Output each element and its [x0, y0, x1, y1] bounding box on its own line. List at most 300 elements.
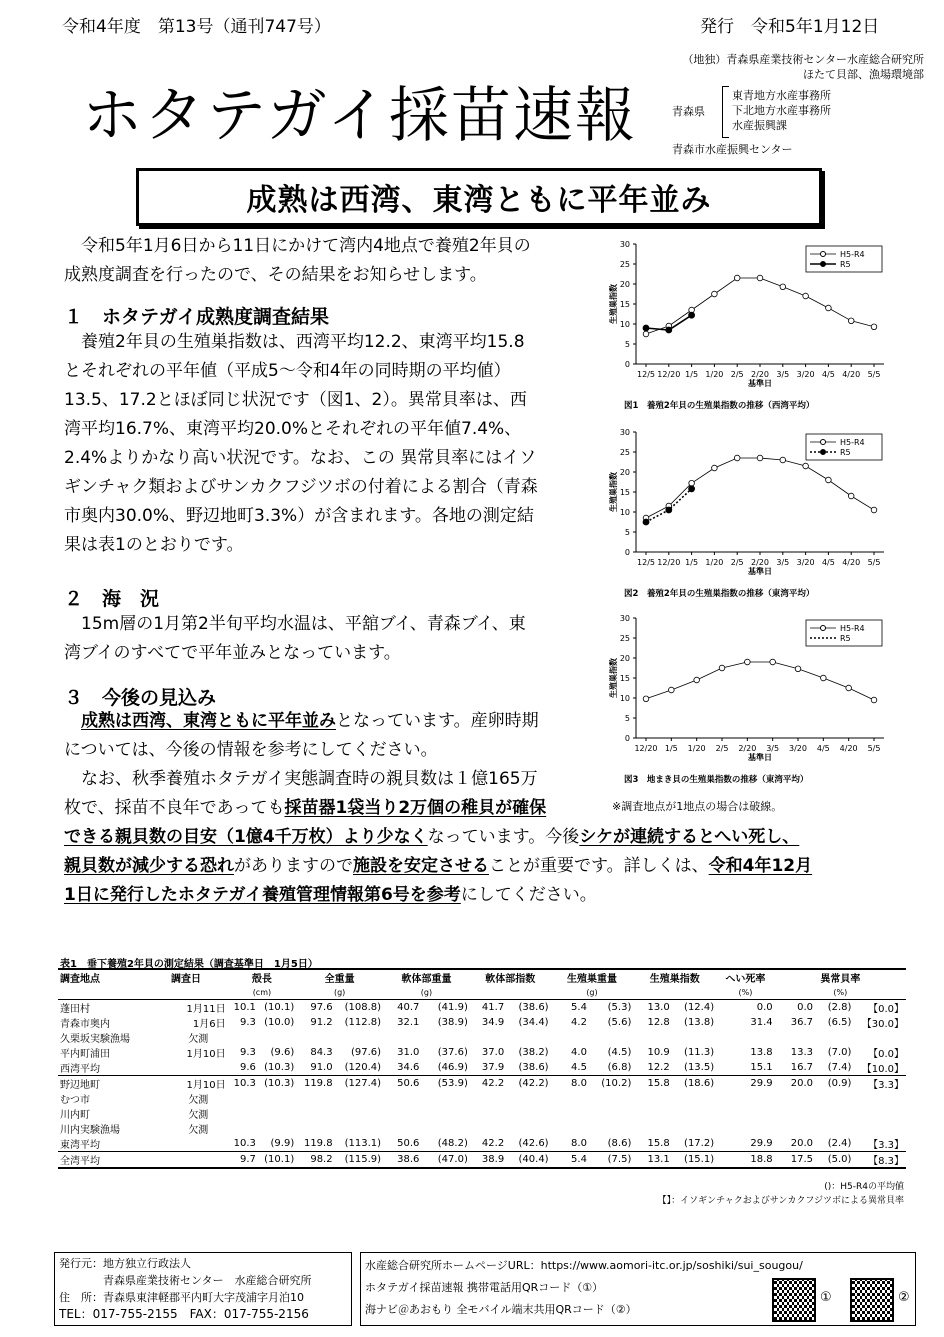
x-tick-label: 12/20 [634, 744, 658, 753]
table-cell: 12.2 [647, 1062, 670, 1073]
table-cell [589, 1106, 633, 1121]
table-header: 生殖巣重量 [566, 974, 617, 985]
table-cell: (115.9) [344, 1154, 382, 1165]
y-tick-label: 15 [619, 300, 630, 309]
data-point [689, 312, 695, 318]
table-cell [228, 1091, 258, 1106]
table-cell: (112.8) [344, 1017, 382, 1028]
table-cell [258, 1030, 296, 1045]
table-cell [633, 1121, 671, 1136]
table-cell: 10.1 [233, 1002, 256, 1013]
table-cell: (10.3) [264, 1078, 295, 1089]
data-point [770, 659, 776, 665]
x-tick-label: 4/5 [821, 370, 835, 379]
section2-line: 15m層の1月第2半旬平均水温は、平舘ブイ、青森ブイ、東 [81, 614, 526, 634]
table-cell [335, 1121, 383, 1136]
legend-marker [821, 450, 826, 455]
table-cell: (48.2) [437, 1138, 468, 1149]
table-cell: (18.6) [684, 1078, 715, 1089]
table-cell: 【0.0】 [868, 1049, 904, 1060]
table-cell: 川内町 [60, 1110, 90, 1121]
table-cell [169, 1152, 228, 1169]
table-cell [775, 1106, 815, 1121]
table-cell: 36.7 [790, 1017, 814, 1028]
table-cell: 34.6 [397, 1062, 420, 1073]
table-header: 全重量 [324, 974, 355, 985]
legend-label: H5-R4 [840, 250, 865, 259]
table-cell: (6.8) [607, 1062, 632, 1073]
table-cell: 1月10日 [186, 1080, 226, 1091]
table-cell: 15.8 [647, 1138, 670, 1149]
table-header: へい死率 [725, 974, 766, 985]
table-cell: 20.0 [790, 1078, 814, 1089]
table-header: 異常貝率 [820, 974, 861, 985]
table-unit: (g) [586, 987, 598, 997]
table-cell: (47.0) [437, 1154, 468, 1165]
table-cell: 15.8 [647, 1078, 670, 1089]
data-point [643, 325, 649, 331]
y-tick-label: 15 [619, 674, 630, 683]
table-row [58, 1106, 906, 1121]
chart-fig2 [606, 424, 902, 598]
headline-box [136, 168, 822, 226]
x-tick-label: 12/20 [657, 558, 681, 567]
table-cell [506, 1091, 550, 1106]
table-row [58, 1136, 906, 1152]
table-cell: (53.9) [437, 1078, 468, 1089]
section1-line: 果は表1のとおりです。 [64, 535, 244, 555]
section2-line: 湾ブイのすべてで平年並みとなっています。 [64, 643, 401, 663]
table-header-row [58, 970, 906, 985]
table-cell: 1月11日 [186, 1004, 226, 1015]
qr-label-2: ② [898, 1290, 910, 1305]
table-cell [228, 1030, 258, 1045]
qr-caption-1: ホタテガイ採苗速報 携帯電話用QRコード（①） [365, 1281, 604, 1294]
table-cell: 31.4 [750, 1017, 773, 1028]
chart-fig1 [606, 236, 902, 410]
table-cell [589, 1030, 633, 1045]
y-tick-label: 30 [619, 428, 630, 437]
data-point [734, 275, 740, 281]
table-cell [551, 1106, 589, 1121]
x-tick-label: 4/20 [842, 370, 861, 379]
data-point [826, 477, 832, 483]
table-cell: 1月6日 [192, 1019, 226, 1030]
table-cell: (9.9) [270, 1138, 295, 1149]
text: ことが重要です。詳しくは、 [489, 856, 709, 876]
table-unit: (cm) [252, 987, 272, 997]
table-cell [421, 1121, 469, 1136]
data-point [643, 331, 649, 337]
table-cell [551, 1121, 589, 1136]
headline: 成熟は西湾、東湾ともに平年並み [246, 183, 712, 218]
emphasis-text: 採苗器1袋当り2万個の稚貝が確保 [284, 798, 547, 818]
table-cell: 119.8 [303, 1078, 333, 1089]
x-tick-label: 3/5 [776, 370, 790, 379]
qr-caption-2: 海ナビ＠あおもり 全モバイル端末共用QRコード（②） [365, 1303, 637, 1316]
y-axis-label: 生殖巣指数 [609, 284, 618, 324]
section3-line [64, 794, 914, 823]
table-row [58, 1000, 906, 1016]
table-cell: 【30.0】 [861, 1019, 904, 1030]
table-cell: 10.9 [647, 1047, 670, 1058]
table-cell: 50.6 [397, 1078, 420, 1089]
table-cell: 10.3 [233, 1138, 256, 1149]
table-cell: (113.1) [344, 1138, 382, 1149]
data-point [712, 465, 718, 471]
table-cell: 97.6 [310, 1002, 333, 1013]
table-cell [672, 1121, 716, 1136]
table-row [58, 1045, 906, 1060]
table-cell: (13.8) [684, 1017, 715, 1028]
footer-line: 住 所：青森県東津軽郡平内町大字茂浦字月泊10 [59, 1291, 304, 1304]
issue-number: 令和4年度 第13号（通刊747号） [62, 17, 331, 37]
table-cell: (10.0) [264, 1017, 295, 1028]
data-point [821, 675, 827, 681]
data-point [757, 455, 763, 461]
data-point [826, 305, 832, 311]
y-tick-label: 15 [619, 488, 630, 497]
table-header: 軟体部指数 [485, 974, 536, 985]
table-cell: 9.7 [239, 1154, 256, 1165]
table-cell [335, 1030, 383, 1045]
data-point [871, 324, 877, 330]
table-cell: (4.5) [607, 1047, 632, 1058]
x-tick-label: 4/5 [821, 558, 835, 567]
table-cell [169, 1060, 228, 1076]
table-cell: 【8.3】 [868, 1156, 904, 1167]
office-1: 東青地方水産事務所 [732, 89, 831, 102]
table-cell [716, 1091, 775, 1106]
legend-label: R5 [840, 634, 851, 643]
table-cell [383, 1030, 421, 1045]
data-point [689, 480, 695, 486]
legend-marker [821, 440, 826, 445]
table-cell: (5.6) [607, 1017, 632, 1028]
data-point [666, 327, 672, 333]
table-cell: 野辺地町 [60, 1080, 100, 1091]
y-tick-label: 5 [624, 714, 630, 723]
legend-label: H5-R4 [840, 438, 865, 447]
table-cell [258, 1091, 296, 1106]
office-list [732, 88, 831, 133]
table-cell: 20.0 [790, 1138, 814, 1149]
table-cell [335, 1091, 383, 1106]
table-cell: 13.1 [647, 1154, 670, 1165]
table-unit-row [58, 985, 906, 1000]
emphasis-text: できる親貝数の目安（1億4千万枚）より少なく [64, 827, 428, 847]
table-cell: (41.9) [437, 1002, 468, 1013]
table-cell [506, 1121, 550, 1136]
data-point [669, 687, 675, 693]
table-cell: (2.8) [827, 1002, 852, 1013]
table-row [58, 1121, 906, 1136]
section3-line: なお、秋季養殖ホタテガイ実態調査時の親貝数は１億165万 [81, 769, 538, 789]
table-cell: (0.9) [827, 1078, 852, 1089]
legend-label: H5-R4 [840, 624, 865, 633]
table-cell [589, 1091, 633, 1106]
table-cell: 1月10日 [186, 1049, 226, 1060]
table-cell: 欠測 [188, 1110, 209, 1121]
table-cell [716, 1121, 775, 1136]
footer-publisher [54, 1252, 352, 1326]
table-cell [470, 1106, 506, 1121]
table-cell: 50.6 [397, 1138, 420, 1149]
legend-marker [821, 262, 826, 267]
table-cell: 37.9 [481, 1062, 505, 1073]
section1-line: 2.4%よりかなり高い状況です。なお、この 異常貝率にはイソ [64, 448, 537, 468]
table-cell: 0.0 [756, 1002, 773, 1013]
table-cell: (38.6) [518, 1062, 549, 1073]
table-cell: (37.6) [437, 1047, 468, 1058]
office-bracket [722, 86, 729, 138]
chart-title: 図1 養殖2年貝の生殖巣指数の推移（西湾平均） [624, 401, 815, 410]
table-note-2: 【】：イソギンチャクおよびサンカクフジツボによる異常貝率 [657, 1196, 904, 1206]
chart-title: 図2 養殖2年貝の生殖巣指数の推移（東湾平均） [624, 589, 815, 598]
table-cell: (127.4) [344, 1078, 382, 1089]
x-tick-label: 4/20 [842, 558, 861, 567]
data-point [643, 696, 649, 702]
section3-line [64, 852, 914, 881]
table-cell: 13.8 [750, 1047, 773, 1058]
table-cell: 17.5 [790, 1154, 814, 1165]
table-cell [853, 1106, 906, 1121]
table-cell: 42.2 [481, 1138, 505, 1149]
table-header: 軟体部重量 [401, 974, 452, 985]
table-row [58, 1091, 906, 1106]
x-axis-label: 基準日 [748, 753, 772, 762]
x-tick-label: 4/5 [816, 744, 830, 753]
x-tick-label: 2/20 [751, 558, 769, 567]
text: なっています。今後 [427, 827, 580, 847]
x-tick-label: 2/5 [730, 370, 744, 379]
table-cell [296, 1030, 334, 1045]
data-point [719, 665, 725, 671]
x-tick-label: 12/5 [637, 370, 655, 379]
y-axis-label: 生殖巣指数 [609, 658, 618, 698]
text: がありますので [234, 856, 353, 876]
pref-label: 青森県 [672, 105, 705, 118]
table-cell: (6.5) [827, 1017, 852, 1028]
emphasis-text: 施設を安定させる [353, 856, 489, 876]
y-tick-label: 5 [624, 340, 630, 349]
qr-code-1[interactable] [772, 1278, 816, 1322]
data-point [694, 677, 700, 683]
chart-fig3 [606, 610, 902, 784]
table-cell [853, 1030, 906, 1045]
data-point [757, 275, 763, 281]
emphasis-text: 1日に発行したホタテガイ養殖管理情報第6号を参考 [64, 885, 461, 905]
x-tick-label: 1/5 [685, 558, 699, 567]
emphasis-text: 令和4年12月 [708, 856, 813, 876]
y-tick-label: 0 [624, 734, 630, 743]
table-cell: (7.5) [607, 1154, 632, 1165]
section1-line: とそれぞれの平年値（平成5～令和4年の同時期の平均値） [64, 361, 511, 381]
table-cell [633, 1030, 671, 1045]
section1-heading: １ ホタテガイ成熟度調査結果 [64, 306, 330, 328]
table-cell [853, 1121, 906, 1136]
x-tick-label: 1/20 [687, 744, 706, 753]
section3-line [64, 823, 914, 852]
table-cell: 全湾平均 [60, 1156, 100, 1167]
table-cell [228, 1121, 258, 1136]
table-cell: (97.6) [350, 1047, 382, 1058]
table-cell [589, 1121, 633, 1136]
table-cell: 98.2 [310, 1154, 333, 1165]
intro-line-2: 成熟度調査を行ったので、その結果をお知らせします。 [64, 265, 487, 285]
data-point [795, 666, 801, 672]
table-unit: (%) [833, 987, 848, 997]
x-tick-label: 3/20 [789, 744, 807, 753]
table-cell [470, 1121, 506, 1136]
table-cell: 8.0 [571, 1078, 587, 1089]
data-point [846, 685, 852, 691]
table-cell: 12.8 [647, 1017, 670, 1028]
table-cell: (2.4) [827, 1138, 852, 1149]
table-cell: むつ市 [60, 1095, 90, 1106]
table-cell: 5.4 [571, 1002, 587, 1013]
table-cell [672, 1030, 716, 1045]
table-row [58, 1015, 906, 1030]
table-cell [815, 1121, 853, 1136]
table-cell: 4.0 [571, 1047, 587, 1058]
table-cell: 東湾平均 [60, 1140, 100, 1151]
table-cell [383, 1121, 421, 1136]
table-cell: 4.5 [571, 1062, 587, 1073]
table-cell: (42.6) [518, 1138, 549, 1149]
table-cell: 40.7 [397, 1002, 420, 1013]
x-axis-label: 基準日 [748, 567, 772, 576]
table-cell [169, 1136, 228, 1152]
x-tick-label: 1/5 [685, 370, 699, 379]
table-cell: (108.8) [344, 1002, 382, 1013]
data-point [780, 284, 786, 290]
x-tick-label: 5/5 [867, 744, 881, 753]
table-cell: (7.0) [827, 1047, 852, 1058]
table-header: 殻長 [251, 974, 272, 985]
y-tick-label: 10 [619, 694, 630, 703]
table-cell [421, 1106, 469, 1121]
table-cell [775, 1030, 815, 1045]
office-3: 水産振興課 [732, 119, 787, 132]
x-tick-label: 2/20 [751, 370, 769, 379]
data-point [689, 486, 695, 492]
text: 枚で、採苗不良年であっても [64, 798, 285, 818]
measurement-table [58, 970, 906, 1169]
table-unit: (%) [738, 987, 753, 997]
table-cell: (120.4) [344, 1062, 382, 1073]
table-note-1: ()：H5-R4の平均値 [824, 1182, 904, 1192]
section1-line: 13.5、17.2とほぼ同じ状況です（図1、2）。異常貝率は、西 [64, 390, 527, 410]
table-cell [258, 1121, 296, 1136]
y-tick-label: 10 [619, 508, 630, 517]
section3-heading: ３ 今後の見込み [64, 687, 217, 709]
x-tick-label: 2/5 [715, 744, 729, 753]
table-cell [672, 1091, 716, 1106]
table-cell: 欠測 [188, 1095, 209, 1106]
table-cell [672, 1106, 716, 1121]
table-cell: (40.4) [518, 1154, 549, 1165]
table-cell: (42.2) [518, 1078, 549, 1089]
table-cell: (38.2) [518, 1047, 549, 1058]
qr-code-2[interactable] [850, 1278, 894, 1322]
footer-line: 発行元：地方独立行政法人 [59, 1257, 191, 1270]
table-cell [815, 1106, 853, 1121]
table-cell: (46.9) [437, 1062, 468, 1073]
table-cell: 西湾平均 [60, 1064, 100, 1075]
y-tick-label: 30 [619, 240, 630, 249]
table-cell: 29.9 [750, 1078, 773, 1089]
table-cell: 9.3 [239, 1017, 256, 1028]
legend-label: R5 [840, 260, 851, 269]
table-cell: 蓬田村 [60, 1004, 90, 1015]
table-cell: 84.3 [310, 1047, 333, 1058]
table-cell [296, 1091, 334, 1106]
x-tick-label: 1/5 [664, 744, 678, 753]
table-cell [470, 1091, 506, 1106]
table-cell: (38.9) [437, 1017, 468, 1028]
table-cell [296, 1106, 334, 1121]
y-tick-label: 20 [619, 280, 630, 289]
table-cell: (17.2) [684, 1138, 715, 1149]
emphasis-text: 成熟は西湾、東湾ともに平年並み [81, 711, 336, 731]
table-cell: (5.0) [827, 1154, 852, 1165]
section1-line: 養殖2年貝の生殖巣指数は、西湾平均12.2、東湾平均15.8 [81, 332, 525, 352]
table-cell [815, 1030, 853, 1045]
homepage-url[interactable]: 水産総合研究所ホームページURL：https://www.aomori-itc.or.jp/soshiki/sui_sougou/ [365, 1259, 803, 1272]
emphasis-text: 親貝数が減少する恐れ [64, 856, 234, 876]
table-cell: (5.3) [607, 1002, 632, 1013]
y-tick-label: 20 [619, 654, 630, 663]
x-tick-label: 5/5 [867, 558, 881, 567]
x-tick-label: 3/20 [796, 558, 815, 567]
table-cell [506, 1030, 550, 1045]
table-cell: (13.5) [684, 1062, 715, 1073]
x-tick-label: 2/20 [738, 744, 757, 753]
legend-marker [821, 252, 826, 257]
y-tick-label: 20 [619, 468, 630, 477]
y-tick-label: 25 [619, 448, 630, 457]
x-tick-label: 3/5 [776, 558, 790, 567]
y-tick-label: 25 [619, 634, 630, 643]
table-cell: 119.8 [303, 1138, 333, 1149]
table-cell [716, 1030, 775, 1045]
table-cell: (9.6) [270, 1047, 295, 1058]
table-cell: 13.0 [647, 1002, 670, 1013]
x-tick-label: 2/5 [730, 558, 744, 567]
table-unit: (g) [420, 987, 433, 997]
x-axis-label: 基準日 [748, 379, 772, 388]
table-cell: (7.4) [827, 1062, 852, 1073]
table-cell: 42.2 [481, 1078, 505, 1089]
table-cell [383, 1091, 421, 1106]
table-cell [228, 1106, 258, 1121]
table-header: 調査日 [171, 974, 202, 985]
footer-line: TEL：017-755-2155 FAX：017-755-2156 [59, 1307, 309, 1321]
table-cell: (8.6) [607, 1138, 632, 1149]
table-cell: 91.0 [310, 1062, 333, 1073]
data-point [848, 318, 854, 324]
table-cell: 37.0 [481, 1047, 505, 1058]
table-wrap [58, 968, 906, 1169]
data-point [803, 463, 809, 469]
publisher [668, 52, 924, 82]
table-cell: 18.8 [750, 1154, 773, 1165]
x-tick-label: 3/20 [796, 370, 815, 379]
y-tick-label: 0 [624, 360, 630, 369]
series-line [646, 662, 874, 700]
x-tick-label: 3/5 [766, 744, 780, 753]
